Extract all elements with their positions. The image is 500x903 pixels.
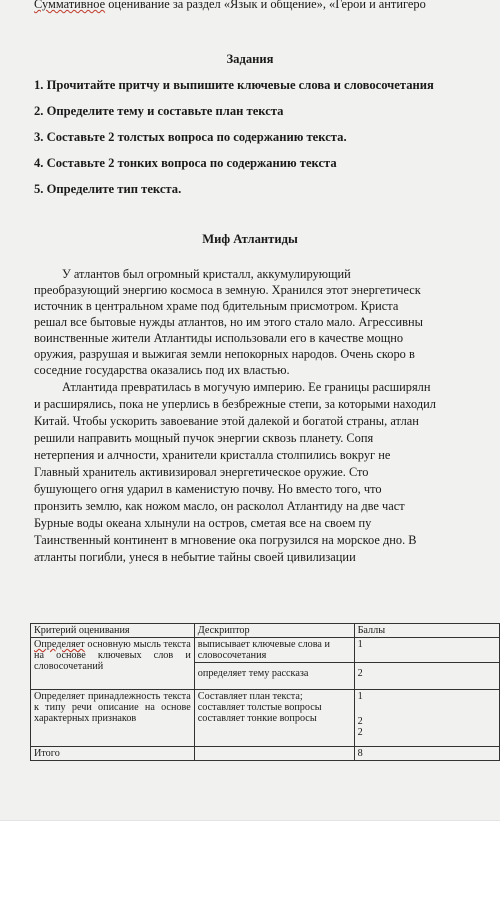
p2-line-7: бушующего огня ударил в каменистую почву. Но вместо того, что	[34, 482, 382, 496]
task-4: 4. Составьте 2 тонких вопроса по содержанию текста	[34, 156, 337, 170]
header-descriptor: Дескриптор	[194, 624, 354, 638]
row1-score-2: 2	[354, 663, 499, 690]
total-label: Итого	[31, 747, 195, 761]
p2-line-2: и расширялись, пока не уперлись в безбрежные степи, за которыми находил	[34, 397, 436, 411]
row2-descriptor-2: составляет толстые вопросы	[197, 702, 322, 713]
tasks-title: Задания	[226, 52, 274, 66]
row2-descriptors	[194, 690, 354, 747]
table-header-row	[31, 624, 500, 638]
header-score: Баллы	[354, 624, 499, 638]
row1-descriptor-1: выписывает ключевые слова и словосочетания	[194, 638, 354, 663]
p1-line-5: воинственные жители Атлантиды использовали его в качестве мощно	[34, 331, 404, 345]
p2-line-9: Бурные воды океана хлынули на остров, сметая все на своем пу	[34, 516, 372, 530]
p2-line-11: атланты погибли, унеся в небытие тайны своей цивилизации	[34, 550, 356, 564]
total-value: 8	[354, 747, 499, 761]
table-row	[31, 690, 500, 747]
p2-line-1: Атлантида превратилась в могучую империю. Ее границы расширялн	[62, 380, 431, 394]
row2-descriptor-3: составляет тонкие вопросы	[197, 713, 317, 724]
row2-score-1: 1	[357, 691, 363, 702]
row2-scores	[354, 690, 499, 747]
row2-criterion: Определяет принадлежность текста к типу речи описание на основе характерных признаков	[31, 690, 195, 747]
p1-line-2: преобразующий энергию космоса в земную. Хранился этот энергетическ	[34, 283, 421, 297]
p2-line-8: пронзить землю, как ножом масло, он расколол Атлантиду на две част	[34, 499, 405, 513]
grading-table	[30, 623, 500, 761]
task-5: 5. Определите тип текста.	[34, 182, 182, 196]
row1-descriptor-2: определяет тему рассказа	[194, 663, 354, 690]
task-2: 2. Определите тему и составьте план текста	[34, 104, 284, 118]
total-empty	[194, 747, 354, 761]
p1-line-4: решал все бытовые нужды атлантов, но им этого стало мало. Агрессивны	[34, 315, 423, 329]
task-3: 3. Составьте 2 толстых вопроса по содержанию текста.	[34, 130, 347, 144]
row2-score-2: 2	[357, 716, 363, 727]
header-misspelled-word: Суммативное	[34, 0, 106, 11]
header-rest: оценивание за раздел «Язык и общение», «Герои и антигеро	[105, 0, 426, 11]
table-total-row	[31, 747, 500, 761]
task-1: 1. Прочитайте притчу и выпишите ключевые слова и словосочетания	[34, 78, 434, 92]
p2-line-10: Таинственный континент в мгновение ока погрузился на морское дно. В	[34, 533, 417, 547]
header-line	[34, 0, 426, 12]
row1-score-1: 1	[354, 638, 499, 663]
p1-line-7: соседние государства оказались под их властью.	[34, 363, 290, 377]
row1-criterion-first-word: Определяет	[34, 639, 85, 650]
p1-line-1: У атлантов был огромный кристалл, аккумулирующий	[62, 267, 351, 281]
header-criterion: Критерий оценивания	[31, 624, 195, 638]
table-row	[31, 638, 500, 663]
row2-descriptor-1: Составляет план текста;	[197, 691, 303, 702]
row1-criterion	[31, 638, 195, 690]
text-title: Миф Атлантиды	[202, 232, 298, 246]
p1-line-6: оружия, разрушая и выжигая земли непокорных народов. Очень скоро в	[34, 347, 415, 361]
p2-line-3: Китай. Чтобы ускорить завоевание этой далекой и богатой страны, атлан	[34, 414, 419, 428]
blank-area	[0, 820, 500, 903]
row1-criterion-rest: основную мысль текста на основе ключевых слов и словосочетаний	[34, 639, 191, 672]
p2-line-5: нетерпения и алчности, хранители кристалла столпились вокруг не	[34, 448, 391, 462]
row2-score-3: 2	[357, 727, 363, 738]
p1-line-3: источник в центральном храме под бдительным присмотром. Криста	[34, 299, 399, 313]
p2-line-6: Главный хранитель активизировал энергетическое оружие. Сто	[34, 465, 369, 479]
p2-line-4: решили направить мощный пучок энергии сквозь планету. Сопя	[34, 431, 374, 445]
